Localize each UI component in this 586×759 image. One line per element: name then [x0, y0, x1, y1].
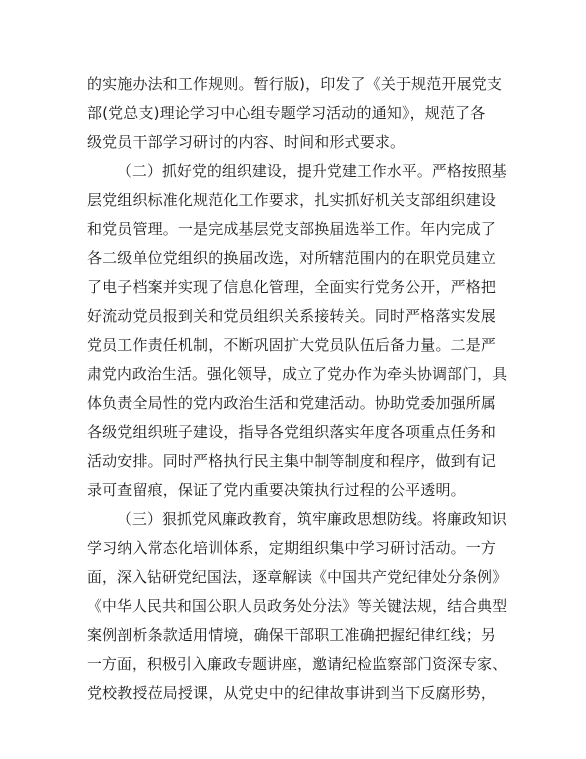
- text-line: 层党组织标准化规范化工作要求，扎实抓好机关支部组织建设: [87, 191, 497, 209]
- text-line: 的实施办法和工作规则。暂行版)，印发了《关于规范开展党支: [87, 75, 503, 93]
- text-line: 体负责全局性的党内政治生活和党建活动。协助党委加强所属: [87, 394, 497, 412]
- text-line: （二）抓好党的组织建设，提升党建工作水平。严格按照基: [117, 162, 507, 180]
- text-line: （三）狠抓党风廉政教育，筑牢廉政思想防线。将廉政知识: [117, 510, 507, 528]
- text-line: 学习纳入常态化培训体系，定期组织集中学习研讨活动。一方: [87, 539, 497, 557]
- text-line: 各级党组织班子建设，指导各党组织落实年度各项重点任务和: [87, 423, 497, 441]
- text-line: 各二级单位党组织的换届改选，对所辖范围内的在职党员建立: [87, 249, 497, 267]
- text-line: 和党员管理。一是完成基层党支部换届选举工作。年内完成了: [87, 220, 497, 238]
- text-line: 录可查留痕，保证了党内重要决策执行过程的公平透明。: [87, 481, 466, 499]
- text-line: 《中华人民共和国公职人员政务处分法》等关键法规，结合典型: [87, 597, 508, 615]
- text-line: 一方面，积极引入廉政专题讲座，邀请纪检监察部门资深专家、: [87, 655, 508, 673]
- text-line: 级党员干部学习研讨的内容、时间和形式要求。: [87, 133, 406, 151]
- text-line: 了电子档案并实现了信息化管理，全面实行党务公开，严格把: [87, 278, 497, 296]
- text-line: 面，深入钻研党纪国法，逐章解读《中国共产党纪律处分条例》: [87, 568, 508, 586]
- text-line: 部(党总支)理论学习中心组专题学习活动的通知》，规范了各: [87, 104, 486, 122]
- text-line: 活动安排。同时严格执行民主集中制等制度和程序，做到有记: [87, 452, 497, 470]
- text-line: 党员工作责任机制，不断巩固扩大党员队伍后备力量。二是严: [87, 336, 497, 354]
- text-line: 好流动党员报到关和党员组织关系接转关。同时严格落实发展: [87, 307, 497, 325]
- text-line: 党校教授莅局授课，从党史中的纪律故事讲到当下反腐形势，: [87, 684, 497, 702]
- text-line: 案例剖析条款适用情境，确保干部职工准确把握纪律红线；另: [87, 626, 497, 644]
- text-line: 肃党内政治生活。强化领导，成立了党办作为牵头协调部门，具: [87, 365, 508, 383]
